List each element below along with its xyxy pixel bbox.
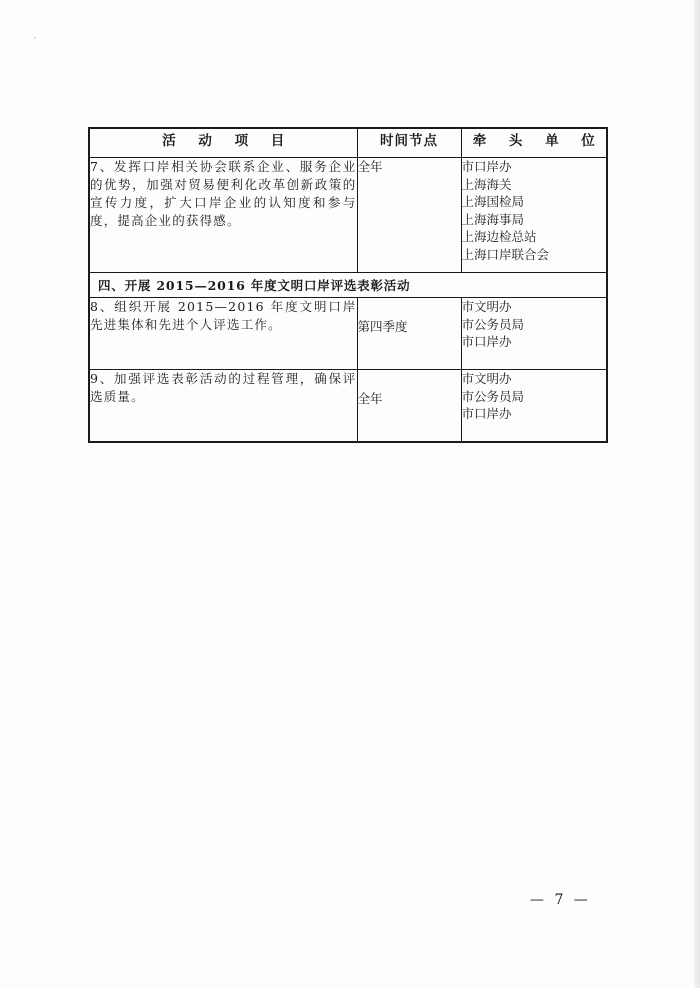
activity-cell: 8、组织开展 2015—2016 年度文明口岸先进集体和先进个人评选工作。 xyxy=(89,298,357,370)
lead-unit: 市公务员局 xyxy=(461,316,525,332)
lead-cell xyxy=(461,158,607,273)
lead-unit: 上海边检总站 xyxy=(461,229,537,244)
header-lead-label: 牵 头 单 位 xyxy=(472,133,604,149)
table-row xyxy=(89,158,607,273)
header-activity-label: 活 动 项 目 xyxy=(162,133,294,149)
lead-unit: 市口岸办 xyxy=(461,406,512,421)
page-edge-shadow xyxy=(694,0,700,988)
scan-speck xyxy=(34,37,36,39)
activity-table xyxy=(88,127,608,443)
lead-unit: 上海国检局 xyxy=(461,194,525,209)
header-lead xyxy=(461,128,607,158)
table-row xyxy=(89,370,607,443)
lead-unit: 上海海事局 xyxy=(461,211,525,227)
time-cell: 第四季度 xyxy=(357,298,461,370)
lead-unit: 市文明办 xyxy=(461,371,512,386)
lead-unit: 市公务员局 xyxy=(461,388,525,404)
lead-cell xyxy=(461,298,607,370)
table-header-row xyxy=(89,128,607,158)
section-heading-row xyxy=(89,273,607,298)
lead-unit: 市口岸办 xyxy=(461,334,512,349)
time-cell: 全年 xyxy=(357,158,461,273)
activity-cell: 7、发挥口岸相关协会联系企业、服务企业的优势，加强对贸易便利化改革创新政策的宣传力度，扩大口岸企业的认知度和参与度，提高企业的获得感。 xyxy=(89,158,357,273)
lead-unit: 上海口岸联合会 xyxy=(461,246,550,262)
lead-unit: 市口岸办 xyxy=(461,159,512,174)
time-cell: 全年 xyxy=(357,370,461,443)
section-heading: 四、开展 2015—2016 年度文明口岸评选表彰活动 xyxy=(89,273,607,298)
lead-unit: 市文明办 xyxy=(461,299,512,314)
header-time-label: 时间节点 xyxy=(380,133,438,149)
table-row xyxy=(89,298,607,370)
lead-cell xyxy=(461,370,607,443)
activity-cell: 9、加强评选表彰活动的过程管理，确保评选质量。 xyxy=(89,370,357,443)
header-time xyxy=(357,128,461,158)
header-activity xyxy=(89,128,357,158)
lead-unit: 上海海关 xyxy=(461,176,512,192)
page-number: — 7 — xyxy=(530,892,591,908)
